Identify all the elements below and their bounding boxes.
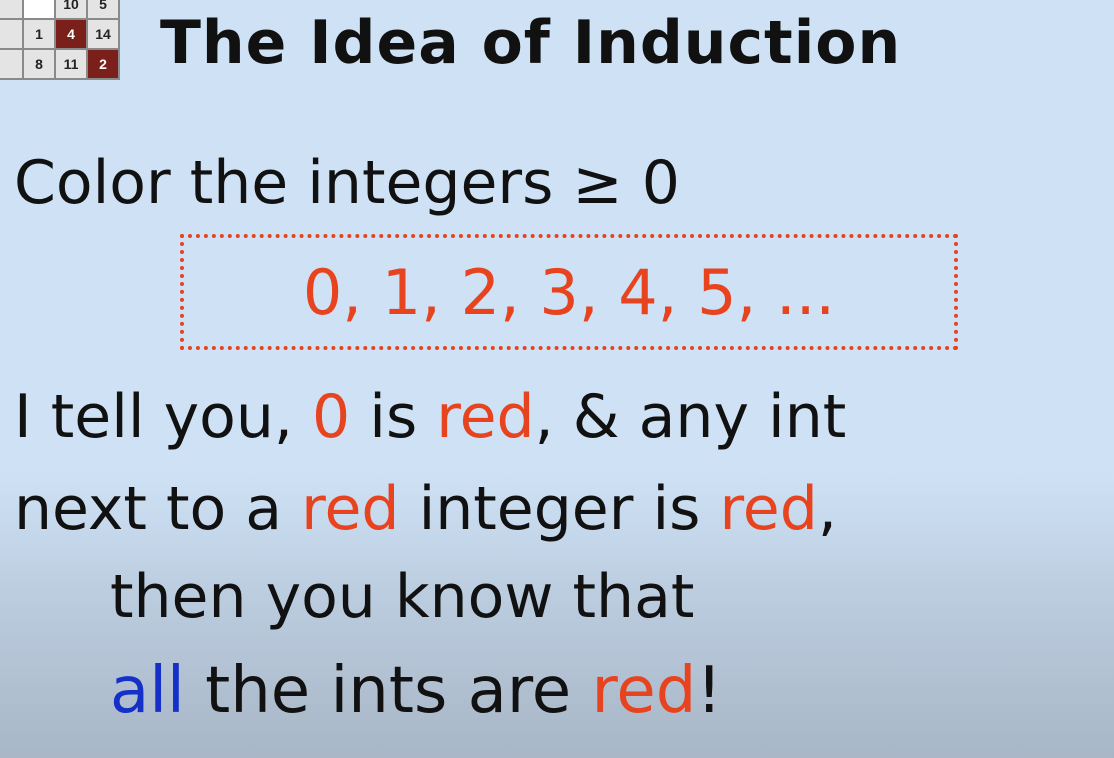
- red-word: red: [301, 474, 400, 544]
- logo-cell: 5: [87, 0, 119, 19]
- statement-line-3: then you know that: [110, 562, 695, 632]
- slide-title: The Idea of Induction: [160, 8, 902, 78]
- zero-highlight: 0: [312, 382, 351, 452]
- text: integer is: [399, 474, 720, 544]
- statement-line-1: [14, 382, 846, 452]
- text: !: [696, 654, 723, 728]
- logo-cell: 14: [87, 19, 119, 49]
- logo-cell: 4: [55, 19, 87, 49]
- integer-sequence: 0, 1, 2, 3, 4, 5, ...: [302, 255, 836, 329]
- logo-cell: [0, 49, 23, 79]
- text: ,: [817, 474, 837, 544]
- text: next to a: [14, 474, 302, 544]
- grid-logo: [0, 0, 120, 80]
- integer-sequence-box: [180, 234, 958, 350]
- logo-cell: [0, 19, 23, 49]
- line-color-integers: Color the integers ≥ 0: [14, 148, 680, 218]
- text: the ints are: [184, 654, 592, 728]
- statement-line-2: [14, 474, 837, 544]
- logo-cell: 10: [55, 0, 87, 19]
- red-word: red: [719, 474, 818, 544]
- logo-cell: [0, 0, 23, 19]
- red-word: red: [436, 382, 535, 452]
- logo-cell: 8: [23, 49, 55, 79]
- logo-cell: 2: [87, 49, 119, 79]
- red-word: red: [591, 654, 697, 728]
- logo-cell: 11: [55, 49, 87, 79]
- conclusion-line: [110, 654, 722, 728]
- text: I tell you,: [14, 382, 313, 452]
- all-word: all: [110, 654, 185, 728]
- text: , & any int: [534, 382, 847, 452]
- logo-cell: [23, 0, 55, 19]
- text: is: [350, 382, 437, 452]
- logo-cell: 1: [23, 19, 55, 49]
